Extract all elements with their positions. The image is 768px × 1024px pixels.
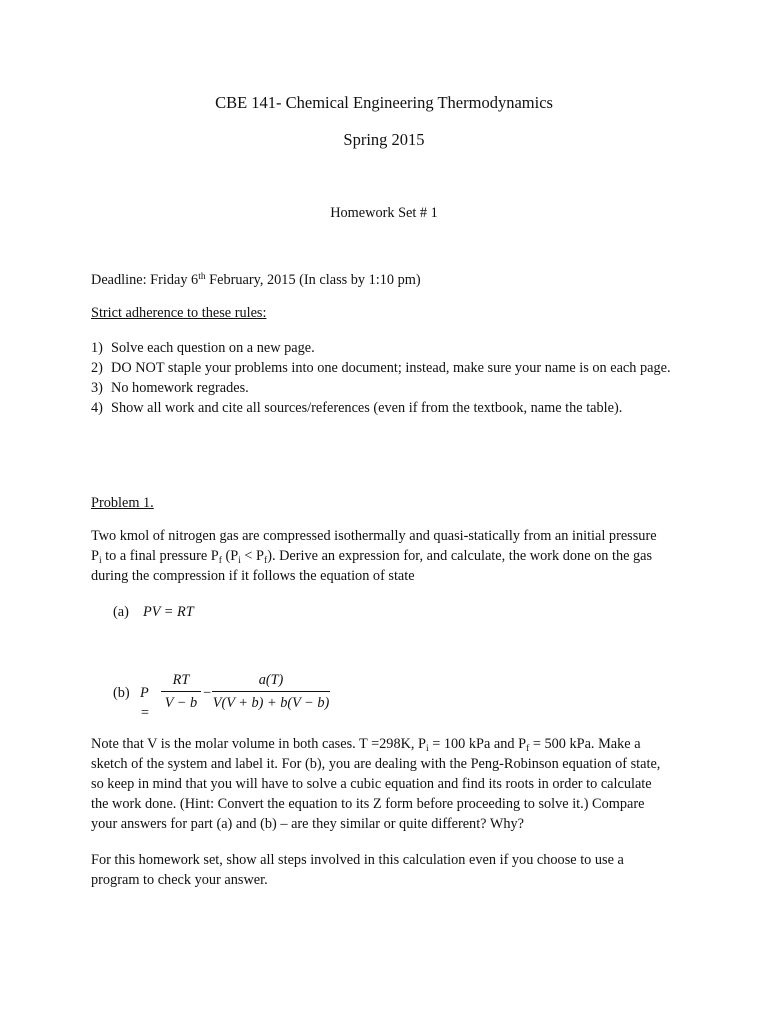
course-title: CBE 141- Chemical Engineering Thermodynamics xyxy=(215,93,553,112)
deadline-ordinal: th xyxy=(198,272,206,282)
list-item-text: Solve each question on a new page. xyxy=(111,340,315,356)
semester-label: Spring 2015 xyxy=(343,130,425,149)
list-item xyxy=(91,358,691,378)
problem-note xyxy=(91,734,671,834)
intro-text-2: to a final pressure P xyxy=(101,548,219,564)
list-item-number: 1) xyxy=(91,340,103,356)
intro-subscript-3: i xyxy=(238,556,241,566)
deadline-suffix: February, 2015 (In class by 1:10 pm) xyxy=(205,272,421,288)
minus-sign: − xyxy=(203,685,212,701)
rules-list xyxy=(91,338,691,418)
fraction-numerator: RT xyxy=(172,672,190,688)
intro-subscript-4: f xyxy=(264,556,268,566)
list-item xyxy=(91,378,691,398)
list-item-text: DO NOT staple your problems into one document; instead, make sure your name is on each page. xyxy=(111,360,671,376)
note-subscript-1: i xyxy=(426,744,429,754)
intro-text-4: < P xyxy=(240,548,265,564)
list-item-text: Show all work and cite all sources/references (even if from the textbook, name the table). xyxy=(111,400,623,416)
fraction-a-over-cubic xyxy=(212,670,330,713)
part-b-lhs: P = xyxy=(140,685,150,721)
deadline-prefix: Deadline: Friday 6 xyxy=(91,272,199,288)
problem-heading: Problem 1. xyxy=(91,495,154,511)
intro-text-1: Two kmol of nitrogen gas are compressed isothermally and quasi-statically from an initial pressure P xyxy=(91,528,657,564)
homework-set-label: Homework Set # 1 xyxy=(330,205,438,221)
note-text-2: = 100 kPa and P xyxy=(428,736,527,752)
intro-text-3: (P xyxy=(221,548,239,564)
intro-subscript-2: f xyxy=(218,556,222,566)
list-item-number: 3) xyxy=(91,380,103,396)
fraction-numerator: a(T) xyxy=(258,672,284,688)
problem-intro xyxy=(91,526,669,586)
fraction-denominator: V − b xyxy=(164,695,198,711)
part-b-label: (b) xyxy=(113,685,130,701)
intro-text-5: ). Derive an expression for, and calculate, the work done on the gas during the compression if it follows the equation of state xyxy=(91,548,653,584)
list-item-text: No homework regrades. xyxy=(111,380,249,396)
deadline-line xyxy=(91,270,691,290)
part-a-equation: PV = RT xyxy=(143,604,194,620)
list-item-number: 4) xyxy=(91,400,103,416)
fraction-rt-over-v-minus-b xyxy=(161,670,201,713)
list-item-number: 2) xyxy=(91,360,103,376)
list-item xyxy=(91,398,691,418)
note-subscript-2: f xyxy=(526,744,530,754)
part-a-label: (a) xyxy=(113,604,129,620)
part-a xyxy=(113,602,713,622)
note-text-3: = 500 kPa. Make a sketch of the system and label it. For (b), you are dealing with the Peng-Robinson equation of state, so keep in mind that you will have to solve a cubic equation and find its roots in order to calculate the work done. (Hint: Convert the equation to its Z form before proceeding to solve it.) Compare your answers for part (a) and (b) – are they similar or quite different? Why? xyxy=(91,736,661,832)
fraction-denominator: V(V + b) + b(V − b) xyxy=(212,695,330,711)
final-instruction: For this homework set, show all steps involved in this calculation even if you choose to use a program to check your answer. xyxy=(91,852,624,888)
note-text-1: Note that V is the molar volume in both cases. T =298K, P xyxy=(91,736,427,752)
list-item xyxy=(91,338,691,358)
rules-heading: Strict adherence to these rules: xyxy=(91,305,267,321)
intro-subscript-1: i xyxy=(98,556,102,566)
